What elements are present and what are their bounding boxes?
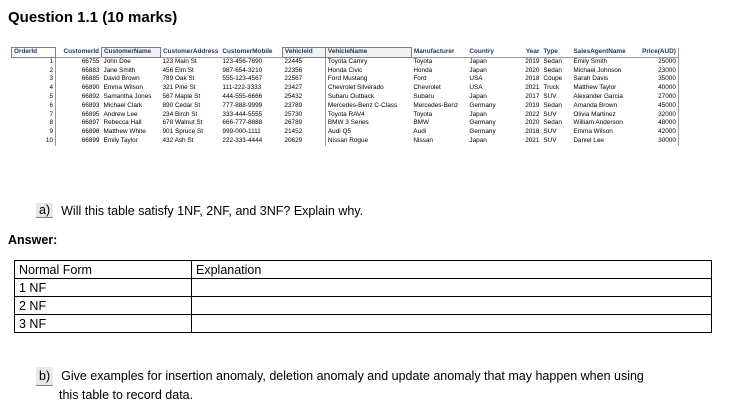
table-cell: 40000 — [635, 84, 678, 93]
table-cell: 901 Spruce St — [162, 128, 204, 136]
table-cell: Rebecca Hall — [103, 119, 142, 127]
table-body — [12, 58, 679, 146]
table-cell: SUV — [543, 93, 557, 101]
table-cell: Sedan — [543, 101, 562, 109]
table-cell: Matthew Taylor — [573, 84, 617, 92]
nf-cell-label: 3 NF — [15, 315, 192, 333]
table-cell: Subaru — [413, 93, 435, 101]
table-cell: 66898 — [56, 128, 102, 137]
table-cell: Alexander Garcia — [573, 93, 623, 101]
table-cell: Nissan Rogue — [325, 137, 411, 146]
table-cell: 66885 — [56, 75, 102, 84]
question-title: Question 1.1 (10 marks) — [8, 9, 178, 26]
column-header: OrderId — [12, 48, 56, 58]
table-cell: Honda Civic — [325, 67, 411, 76]
table-cell: Honda — [413, 66, 433, 74]
table-cell: 7 — [49, 110, 53, 118]
table-cell: Ford Mustang — [325, 75, 411, 84]
table-cell: Subaru Outback — [325, 93, 411, 102]
table-cell: Emma Wilson — [103, 84, 143, 92]
column-header: SalesAgentName — [571, 48, 635, 58]
table-cell: Toyota RAV4 — [325, 111, 411, 120]
table-cell: 66755 — [56, 58, 102, 67]
nf-cell-explanation-2nf[interactable] — [192, 297, 712, 315]
part-b-text-line1: Give examples for insertion anomaly, deletion anomaly and update anomaly that may happen when using — [61, 369, 644, 383]
table-cell: Germany — [469, 101, 496, 109]
table-cell: 22445 — [284, 58, 303, 65]
answer-label: Answer: — [8, 233, 58, 247]
nf-cell-explanation-1nf[interactable] — [192, 279, 712, 297]
table-cell: Michael Johnson — [573, 66, 622, 74]
table-cell: 3 — [49, 75, 53, 83]
table-cell: Nissan — [413, 137, 433, 145]
column-header: VehicleId — [282, 48, 325, 58]
table-cell: Mercedes-Benz — [413, 101, 459, 109]
table-cell: SUV — [543, 110, 557, 118]
table-cell: 234 Birch St — [162, 110, 198, 118]
table-row — [12, 128, 679, 137]
table-row — [12, 58, 679, 67]
table-cell: 567 Maple St — [162, 93, 201, 101]
table-cell: Toyota — [413, 110, 433, 118]
table-cell: Amanda Brown — [573, 101, 618, 109]
table-cell: BMW — [413, 119, 430, 127]
table-row — [12, 67, 679, 76]
table-cell: 555-123-4567 — [222, 75, 263, 83]
table-cell: Mercedes-Benz C-Class — [325, 102, 411, 111]
table-cell: Jane Smith — [103, 66, 136, 74]
table-cell: Ford — [413, 75, 427, 83]
table-cell: 2 — [49, 66, 53, 74]
column-header: Price(AUD) — [635, 48, 678, 58]
column-header: CustomerMobile — [220, 48, 282, 58]
table-cell: 25432 — [284, 93, 303, 101]
table-cell: Japan — [469, 66, 487, 74]
table-row — [12, 93, 679, 102]
table-cell: 123-456-7890 — [222, 58, 263, 65]
orders-data-table — [11, 47, 679, 146]
normal-form-table — [14, 260, 712, 333]
table-cell: 1 — [49, 58, 53, 65]
table-cell: 26789 — [284, 119, 303, 127]
table-cell: 42000 — [635, 128, 678, 137]
table-cell: 6 — [49, 101, 53, 109]
table-cell: USA — [469, 75, 483, 83]
table-cell: 222-333-4444 — [222, 137, 263, 145]
table-cell: Germany — [469, 119, 496, 127]
question-part-b — [36, 367, 726, 403]
column-header: CustomerName — [102, 48, 161, 58]
table-cell: Audi Q5 — [325, 128, 411, 137]
table-cell: 321 Pine St — [162, 84, 196, 92]
table-cell: 789 Oak St — [162, 75, 195, 83]
table-cell: Sedan — [543, 66, 562, 74]
table-cell: David Brown — [103, 75, 140, 83]
table-cell: Olivia Martinez — [573, 110, 616, 118]
table-cell: 66899 — [56, 137, 102, 146]
table-cell: Matthew White — [103, 128, 146, 136]
part-a-text: Will this table satisfy 1NF, 2NF, and 3NF? Explain why. — [61, 203, 364, 218]
nf-row-2nf — [15, 297, 712, 315]
table-cell: Germany — [469, 128, 496, 136]
table-header-row — [12, 48, 679, 58]
table-cell: 45000 — [635, 102, 678, 111]
table-cell: 678 Walnut St — [162, 119, 203, 127]
table-cell: 8 — [49, 119, 53, 127]
table-cell: 123 Main St — [162, 58, 197, 65]
table-cell: 23427 — [284, 84, 303, 92]
table-cell: 5 — [49, 93, 53, 101]
table-cell: 22356 — [284, 66, 303, 74]
table-cell: Andrew Lee — [103, 110, 138, 118]
column-header: Country — [467, 48, 505, 58]
part-b-label: b) — [36, 367, 53, 386]
table-cell: Toyota — [413, 58, 433, 65]
table-cell: 23000 — [635, 67, 678, 76]
table-cell: Sarah Davis — [573, 75, 609, 83]
table-cell: 2018 — [525, 128, 540, 136]
table-cell: 22567 — [284, 75, 303, 83]
table-cell: 10 — [45, 137, 53, 145]
table-row — [12, 84, 679, 93]
question-part-a — [36, 203, 363, 218]
table-cell: Emma Wilson — [573, 128, 613, 136]
table-cell: Daniel Lee — [573, 137, 604, 145]
table-cell: 2020 — [525, 119, 540, 127]
table-cell: William Anderson — [573, 119, 623, 127]
table-cell: 111-222-3333 — [222, 84, 262, 92]
nf-header-normal-form: Normal Form — [15, 261, 192, 279]
table-cell: Coupe — [543, 75, 563, 83]
table-cell: 21452 — [284, 128, 303, 136]
table-cell: Truck — [543, 84, 560, 92]
table-cell: 2019 — [525, 58, 540, 65]
table-cell: 23789 — [284, 101, 303, 109]
table-cell: Chevrolet — [413, 84, 441, 92]
table-cell: Chevrolet Silverado — [325, 84, 411, 93]
table-cell: USA — [469, 84, 483, 92]
table-cell: 666-777-8888 — [222, 119, 263, 127]
table-cell: 444-555-6666 — [222, 93, 263, 101]
table-row — [12, 75, 679, 84]
table-cell: Emily Smith — [573, 58, 608, 65]
table-cell: 66895 — [56, 111, 102, 120]
table-cell: Emily Taylor — [103, 137, 138, 145]
table-cell: 66883 — [56, 67, 102, 76]
table-row — [12, 102, 679, 111]
table-cell: 25000 — [635, 58, 678, 67]
table-cell: 4 — [49, 84, 53, 92]
table-cell: SUV — [543, 137, 557, 145]
table-cell: Japan — [469, 110, 487, 118]
column-header: VehicleName — [325, 48, 411, 58]
table-cell: 2017 — [525, 93, 540, 101]
table-cell: 2019 — [525, 101, 540, 109]
table-cell: 32000 — [635, 111, 678, 120]
nf-header-row — [15, 261, 712, 279]
table-cell: 777-888-9999 — [222, 101, 263, 109]
table-cell: Michael Clark — [103, 101, 143, 109]
table-cell: 987-654-3210 — [222, 66, 263, 74]
column-header: Year — [505, 48, 541, 58]
table-cell: 2021 — [525, 84, 540, 92]
table-cell: SUV — [543, 128, 557, 136]
nf-header-explanation: Explanation — [192, 261, 712, 279]
nf-cell-label: 1 NF — [15, 279, 192, 297]
table-cell: 2018 — [525, 75, 540, 83]
column-header: Type — [541, 48, 571, 58]
table-cell: Toyota Camry — [325, 58, 411, 67]
table-cell: John Doe — [103, 58, 131, 65]
nf-row-1nf — [15, 279, 712, 297]
table-cell: 66892 — [56, 93, 102, 102]
table-cell: 66893 — [56, 102, 102, 111]
table-cell: Japan — [469, 137, 487, 145]
table-cell: 27000 — [635, 93, 678, 102]
nf-cell-explanation-3nf[interactable] — [192, 315, 712, 333]
nf-row-3nf — [15, 315, 712, 333]
table-row — [12, 137, 679, 146]
table-cell: Sedan — [543, 58, 562, 65]
table-cell: 20629 — [284, 137, 303, 145]
table-cell: 48000 — [635, 119, 678, 128]
table-cell: 432 Ash St — [162, 137, 194, 145]
column-header: CustomerAddress — [161, 48, 221, 58]
table-cell: Japan — [469, 58, 487, 65]
table-cell: 2020 — [525, 66, 540, 74]
table-cell: Samantha Jones — [103, 93, 152, 101]
part-a-label: a) — [36, 203, 53, 218]
table-cell: BMW 3 Series — [325, 119, 411, 128]
table-cell: 35000 — [635, 75, 678, 84]
column-header: Manufacturer — [411, 48, 467, 58]
part-b-text-line2: this table to record data. — [59, 388, 194, 402]
table-cell: 66897 — [56, 119, 102, 128]
table-cell: 890 Cedar St — [162, 101, 201, 109]
table-cell: Japan — [469, 93, 487, 101]
table-cell: 2022 — [525, 110, 540, 118]
nf-cell-label: 2 NF — [15, 297, 192, 315]
table-cell: 456 Elm St — [162, 66, 194, 74]
table-cell: Sedan — [543, 119, 562, 127]
column-header: CustomerId — [56, 48, 102, 58]
table-cell: 333-444-5555 — [222, 110, 263, 118]
table-cell: 9 — [49, 128, 53, 136]
table-row — [12, 111, 679, 120]
table-cell: 25730 — [284, 110, 303, 118]
table-cell: 999-000-1111 — [222, 128, 261, 136]
table-cell: 66890 — [56, 84, 102, 93]
table-cell: 30000 — [635, 137, 678, 146]
table-row — [12, 119, 679, 128]
table-cell: Audi — [413, 128, 427, 136]
table-cell: 2021 — [525, 137, 540, 145]
